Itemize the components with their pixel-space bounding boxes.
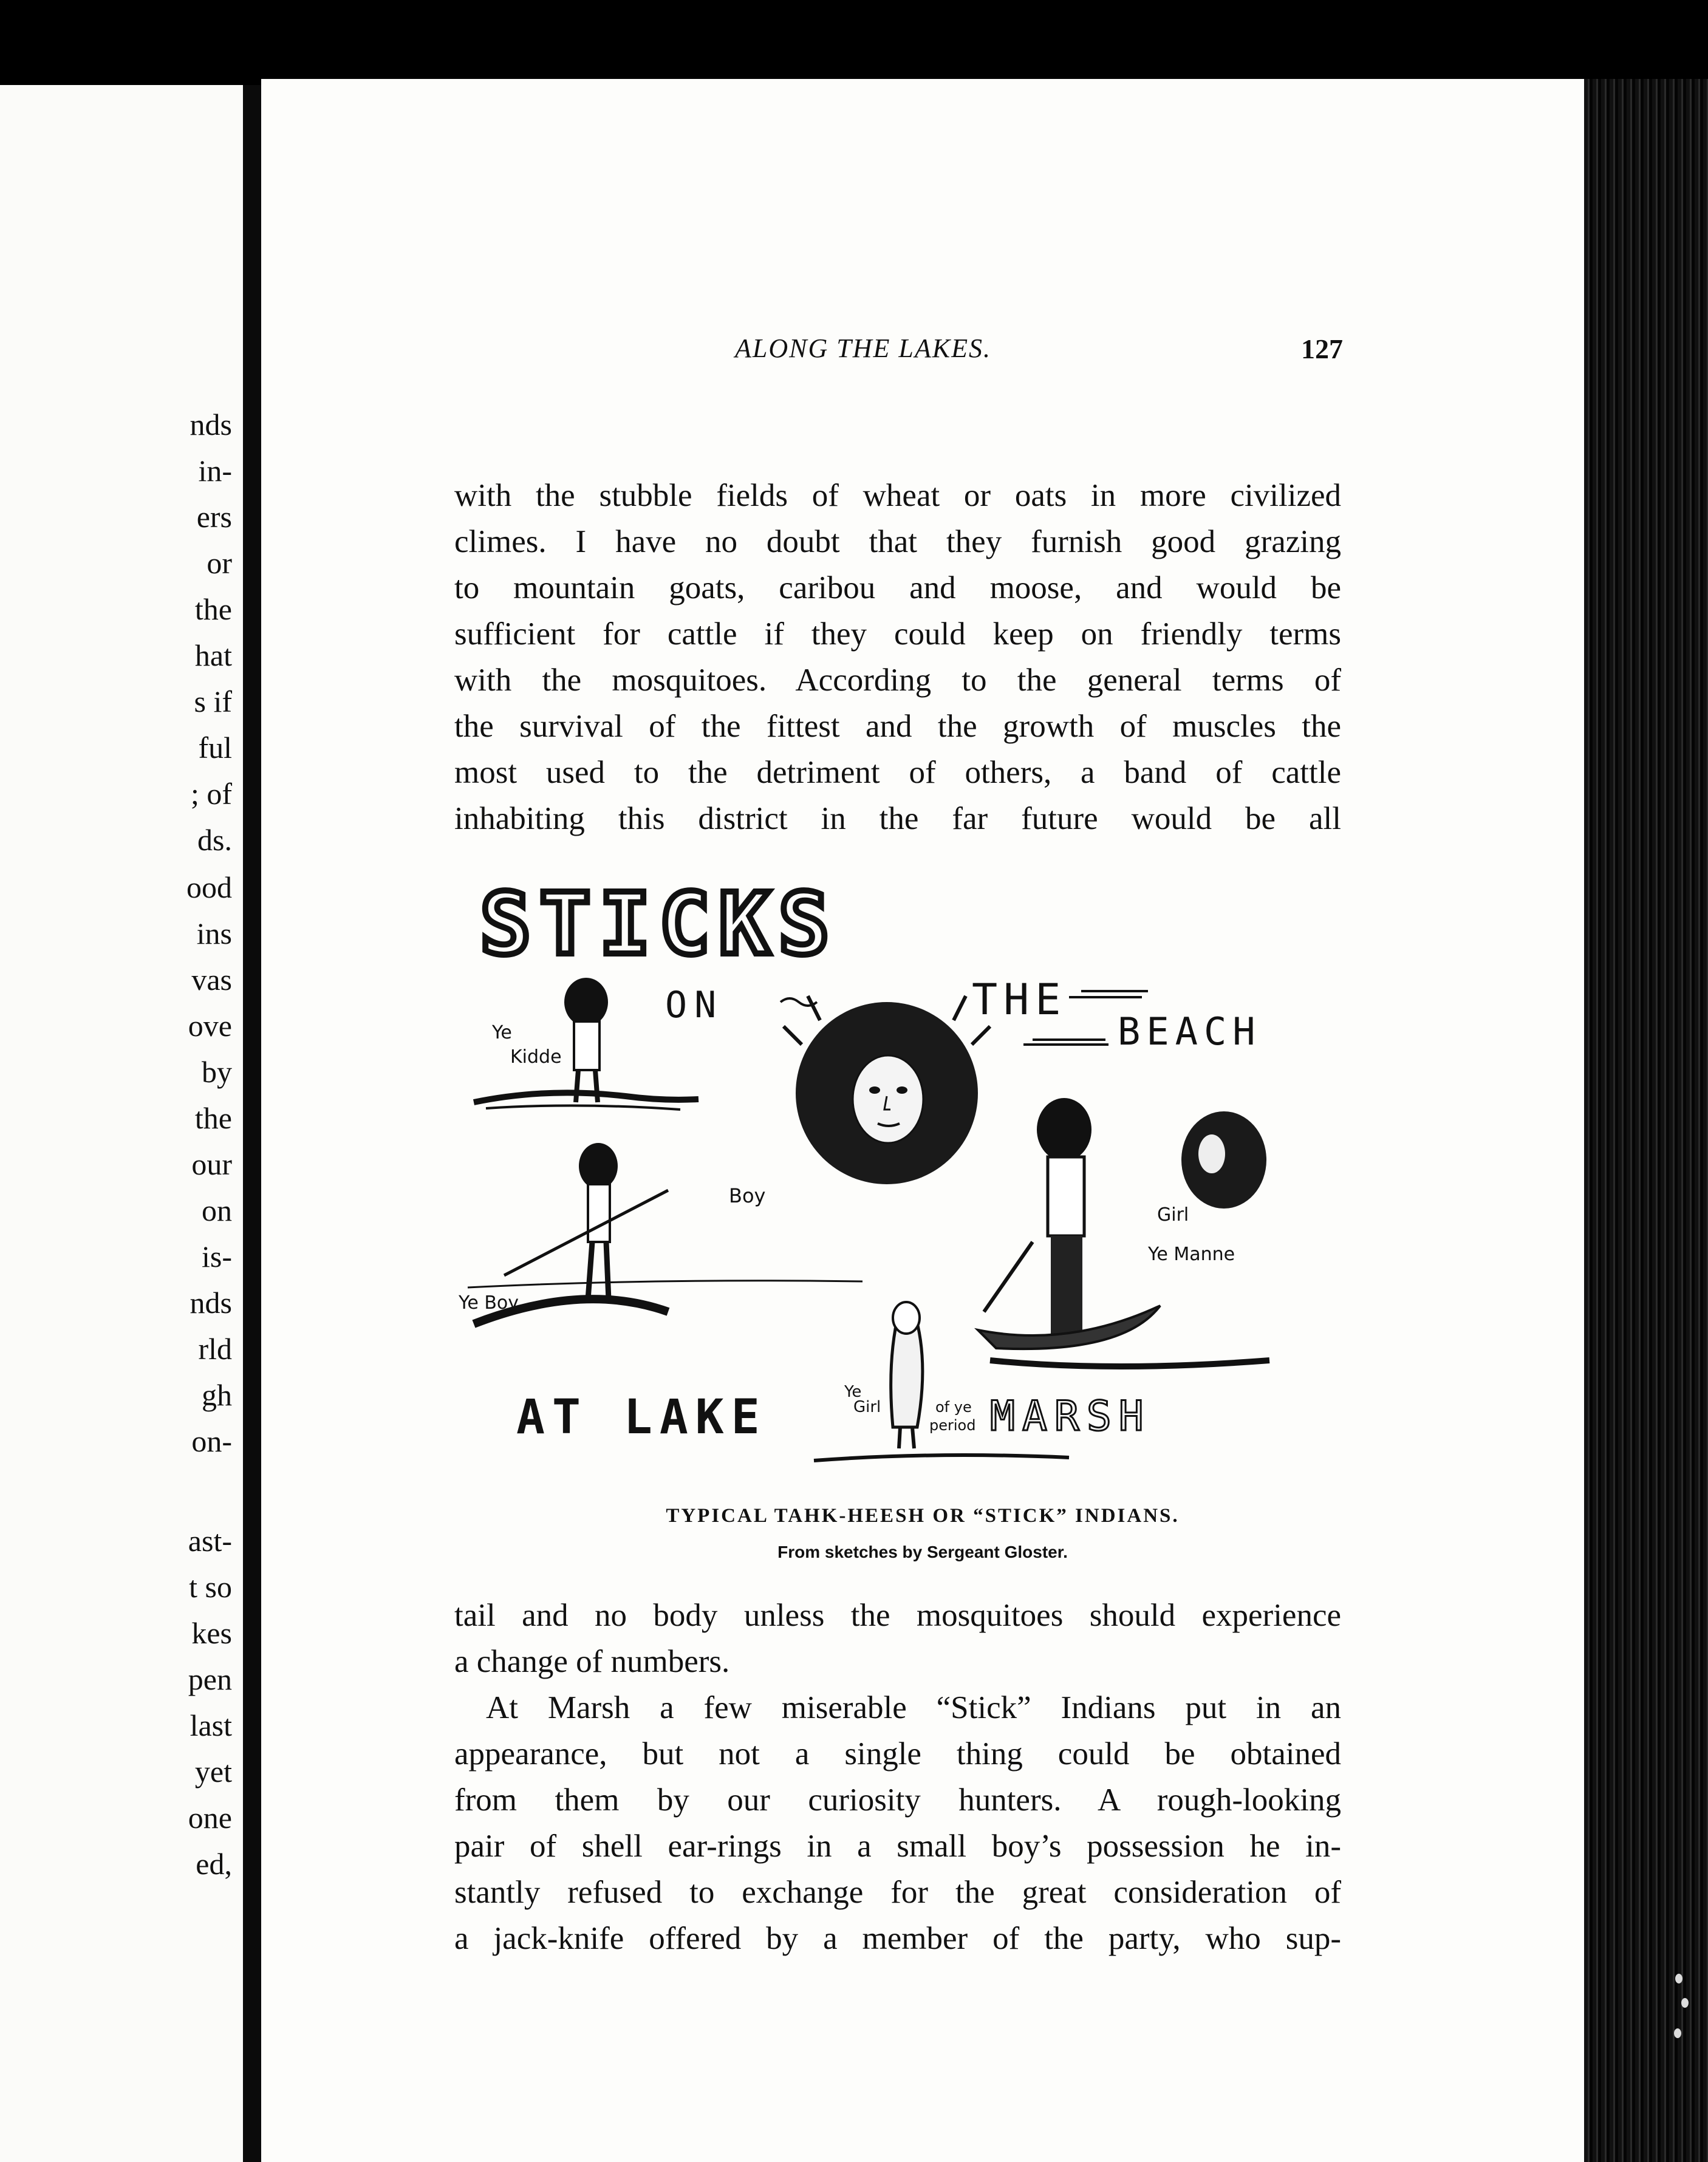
title-the: THE (972, 975, 1067, 1025)
label-ye-kidde-ye: Ye (492, 1022, 512, 1043)
title-sticks: STICKS (480, 875, 838, 974)
book-gutter (243, 85, 261, 2162)
label-ye-manne: Ye Manne (1148, 1244, 1235, 1265)
running-title: ALONG THE LAKES. (735, 333, 991, 363)
title-beach: BEACH (1118, 1009, 1262, 1054)
running-head (261, 333, 1584, 381)
text-line: with the stubble fields of wheat or oats in more civilized (454, 478, 1341, 513)
title-at-lake: AT LAKE (516, 1390, 767, 1445)
text-line: a jack-knife offered by a member of the party, who sup- (454, 1921, 1341, 1956)
squiggle (1069, 991, 1148, 997)
top-paragraph (454, 472, 1341, 842)
label-ye-kidde: Kidde (510, 1046, 562, 1068)
text-line: pair of shell ear-rings in a small boy’s possession he in- (454, 1829, 1341, 1864)
left-page-fragment: on- (191, 1424, 232, 1458)
left-page-fragment: nds (190, 408, 232, 442)
figure-caption: TYPICAL TAHK-HEESH OR “STICK” INDIANS. (666, 1505, 1180, 1527)
left-page-fragment: s if (194, 684, 232, 718)
left-page-fragment: ood (186, 870, 232, 904)
girl-portrait (1181, 1111, 1266, 1209)
figure-credit: From sketches by Sergeant Gloster. (777, 1543, 1068, 1561)
left-page-fragment: is- (202, 1240, 232, 1274)
text-line: the survival of the fittest and the growth of muscles the (454, 709, 1341, 744)
left-page-fragment: ers (196, 500, 232, 534)
left-page-fragment: or (207, 546, 232, 580)
left-page-fragment: the (194, 592, 232, 626)
sketch-illustration (449, 862, 1361, 1482)
left-page-fragment: ove (188, 1009, 232, 1043)
left-page-fragment: pen (188, 1662, 232, 1696)
label-of-ye: of ye (935, 1399, 972, 1416)
text-line: sufficient for cattle if they could keep on friendly terms (454, 616, 1341, 652)
illustration (449, 862, 1361, 1482)
edge-mark (1674, 2028, 1681, 2038)
text-line: appearance, but not a single thing could be obtained (454, 1736, 1341, 1772)
left-page-fragment: vas (191, 963, 232, 997)
left-facing-page (0, 85, 243, 2162)
label-ye-girl: Girl (853, 1398, 881, 1416)
left-page-fragment: hat (194, 638, 232, 672)
text-line: with the mosquitoes. According to the general terms of (454, 663, 1341, 698)
label-ye-girl-ye: Ye (844, 1383, 862, 1401)
left-page-fragment: t so (189, 1570, 232, 1604)
page-number: 127 (1301, 333, 1343, 364)
label-girl: Girl (1157, 1204, 1189, 1226)
left-page-fragment: in- (198, 454, 232, 488)
text-line: tail and no body unless the mosquitoes should experience (454, 1598, 1341, 1633)
left-page-fragment: ed, (196, 1847, 232, 1881)
left-page-fragment: nds (190, 1286, 232, 1320)
edge-mark (1675, 1974, 1682, 1983)
title-marsh: MARSH (990, 1393, 1151, 1441)
text-line: climes. I have no doubt that they furnish good grazing (454, 524, 1341, 559)
text-line: a change of numbers. (454, 1644, 730, 1679)
boy-face-portrait (784, 996, 990, 1184)
edge-mark (1681, 1998, 1689, 2008)
text-line: to mountain goats, caribou and moose, and would be (454, 570, 1341, 605)
label-ye-boy: Ye Boy (459, 1292, 519, 1314)
left-page-fragment: ds. (197, 823, 232, 857)
left-page-fragment: yet (194, 1754, 232, 1789)
left-page-fragment: by (202, 1055, 232, 1089)
left-page-fragment: kes (191, 1616, 232, 1650)
text-line: inhabiting this district in the far future would be all (454, 801, 1341, 836)
text-line: At Marsh a few miserable “Stick” Indians put in an (486, 1690, 1341, 1725)
left-page-fragment: ast- (188, 1524, 232, 1558)
right-page (261, 79, 1584, 2162)
page-edges (1584, 79, 1708, 2162)
left-page-fragment: the (194, 1101, 232, 1135)
text-line: most used to the detriment of others, a band of cattle (454, 755, 1341, 790)
left-page-fragment: ; of (190, 777, 232, 811)
label-period: period (929, 1417, 976, 1434)
left-page-fragment: our (191, 1147, 232, 1181)
text-line: stantly refused to exchange for the great consideration of (454, 1875, 1341, 1910)
label-boy: Boy (729, 1184, 766, 1207)
squiggle (1023, 1040, 1108, 1045)
left-page-fragment: on (202, 1193, 232, 1227)
left-page-fragment: gh (202, 1378, 232, 1412)
left-page-fragment: one (188, 1801, 232, 1835)
ye-boy-figure (468, 1143, 863, 1324)
text-line: from them by our curiosity hunters. A rough-looking (454, 1782, 1341, 1818)
left-page-fragment: ful (198, 731, 232, 765)
title-on: ON (665, 984, 724, 1026)
bottom-paragraph (454, 1592, 1341, 1962)
left-page-fragment: last (190, 1708, 232, 1742)
left-page-fragment: rld (198, 1332, 232, 1366)
left-page-fragment: ins (196, 916, 232, 950)
